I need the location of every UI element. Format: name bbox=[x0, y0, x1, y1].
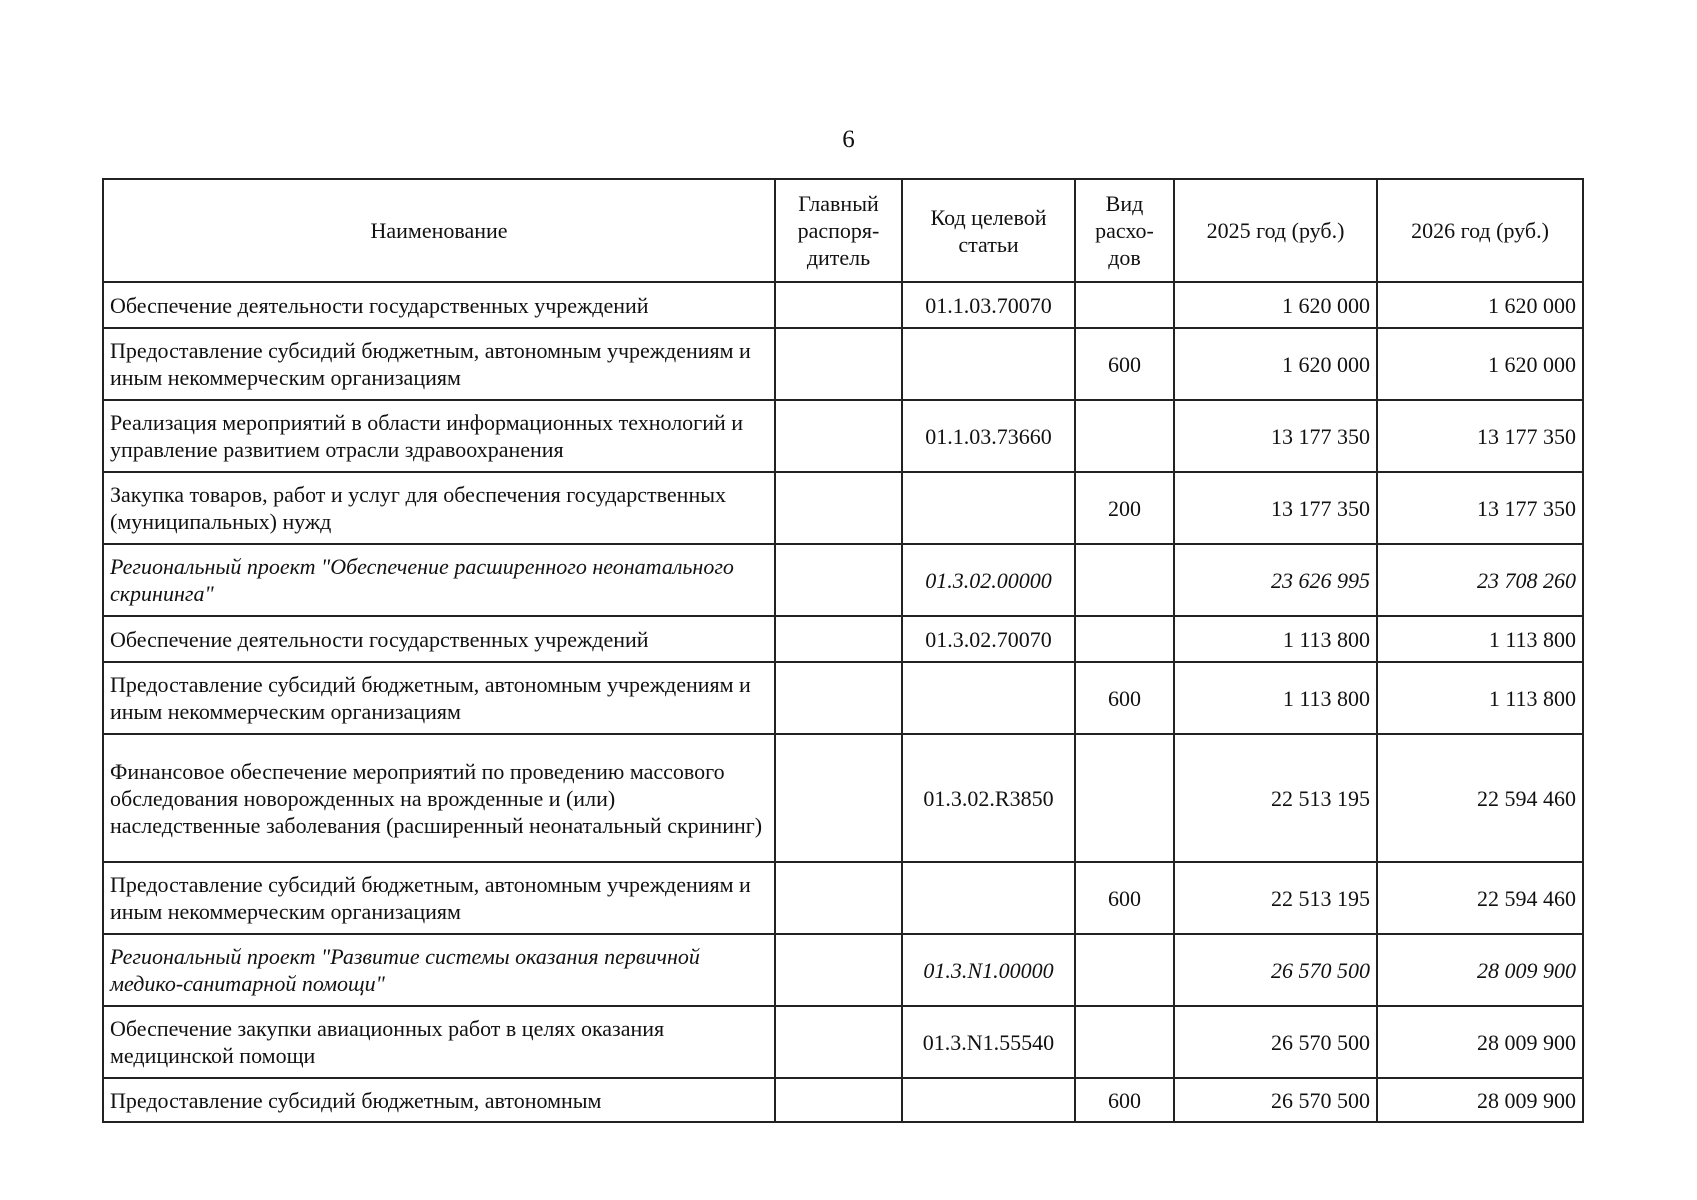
cell-target-code: 01.3.02.00000 bbox=[902, 544, 1075, 616]
header-year-2026: 2026 год (руб.) bbox=[1377, 179, 1583, 282]
table-row bbox=[103, 734, 1583, 862]
cell-chief-admin bbox=[775, 862, 902, 934]
cell-expense-type bbox=[1075, 616, 1174, 662]
cell-name: Обеспечение деятельности государственных учреждений bbox=[103, 282, 775, 328]
table-row bbox=[103, 282, 1583, 328]
table-row bbox=[103, 328, 1583, 400]
budget-table bbox=[102, 178, 1584, 1123]
cell-expense-type bbox=[1075, 282, 1174, 328]
cell-expense-type: 600 bbox=[1075, 862, 1174, 934]
cell-target-code: 01.3.N1.55540 bbox=[902, 1006, 1075, 1078]
cell-amount-2025: 22 513 195 bbox=[1174, 734, 1377, 862]
cell-amount-2026: 22 594 460 bbox=[1377, 862, 1583, 934]
cell-expense-type: 200 bbox=[1075, 472, 1174, 544]
cell-amount-2025: 1 113 800 bbox=[1174, 616, 1377, 662]
header-name: Наименование bbox=[103, 179, 775, 282]
cell-name: Финансовое обеспечение мероприятий по проведению массового обследования новорожденных на врожденные и (или) наследственные заболевания (расширенный неонатальный скрининг) bbox=[103, 734, 775, 862]
page-number: 6 bbox=[842, 126, 855, 153]
cell-amount-2026: 13 177 350 bbox=[1377, 400, 1583, 472]
cell-amount-2026: 28 009 900 bbox=[1377, 934, 1583, 1006]
cell-chief-admin bbox=[775, 934, 902, 1006]
cell-target-code bbox=[902, 662, 1075, 734]
cell-amount-2026: 22 594 460 bbox=[1377, 734, 1583, 862]
cell-name: Предоставление субсидий бюджетным, автономным учреждениям и иным некоммерческим организациям bbox=[103, 328, 775, 400]
cell-amount-2026: 1 113 800 bbox=[1377, 616, 1583, 662]
cell-chief-admin bbox=[775, 472, 902, 544]
cell-amount-2026: 23 708 260 bbox=[1377, 544, 1583, 616]
cell-amount-2025: 26 570 500 bbox=[1174, 1006, 1377, 1078]
table-row bbox=[103, 662, 1583, 734]
cell-name: Реализация мероприятий в области информационных технологий и управление развитием отрасли здравоохранения bbox=[103, 400, 775, 472]
cell-chief-admin bbox=[775, 1006, 902, 1078]
cell-amount-2025: 1 620 000 bbox=[1174, 328, 1377, 400]
cell-amount-2026: 28 009 900 bbox=[1377, 1006, 1583, 1078]
cell-expense-type bbox=[1075, 544, 1174, 616]
cell-amount-2025: 22 513 195 bbox=[1174, 862, 1377, 934]
cell-chief-admin bbox=[775, 282, 902, 328]
cell-chief-admin bbox=[775, 616, 902, 662]
table-row bbox=[103, 472, 1583, 544]
cell-expense-type: 600 bbox=[1075, 328, 1174, 400]
cell-chief-admin bbox=[775, 544, 902, 616]
cell-amount-2025: 13 177 350 bbox=[1174, 472, 1377, 544]
cell-amount-2026: 1 113 800 bbox=[1377, 662, 1583, 734]
cell-name: Закупка товаров, работ и услуг для обеспечения государственных (муниципальных) нужд bbox=[103, 472, 775, 544]
cell-expense-type: 600 bbox=[1075, 662, 1174, 734]
cell-name: Предоставление субсидий бюджетным, автономным учреждениям и иным некоммерческим организациям bbox=[103, 662, 775, 734]
cell-chief-admin bbox=[775, 662, 902, 734]
cell-target-code: 01.3.N1.00000 bbox=[902, 934, 1075, 1006]
header-year-2025: 2025 год (руб.) bbox=[1174, 179, 1377, 282]
table-row bbox=[103, 400, 1583, 472]
cell-chief-admin bbox=[775, 734, 902, 862]
table-row bbox=[103, 862, 1583, 934]
cell-name: Региональный проект "Обеспечение расширенного неонатального скрининга" bbox=[103, 544, 775, 616]
header-chief-admin: Главный распоря-дитель bbox=[775, 179, 902, 282]
cell-amount-2026: 13 177 350 bbox=[1377, 472, 1583, 544]
cell-target-code: 01.1.03.73660 bbox=[902, 400, 1075, 472]
cell-expense-type bbox=[1075, 734, 1174, 862]
cell-expense-type bbox=[1075, 934, 1174, 1006]
cell-target-code bbox=[902, 328, 1075, 400]
cell-expense-type: 600 bbox=[1075, 1078, 1174, 1122]
cell-target-code: 01.3.02.70070 bbox=[902, 616, 1075, 662]
cell-amount-2025: 23 626 995 bbox=[1174, 544, 1377, 616]
cell-target-code: 01.3.02.R3850 bbox=[902, 734, 1075, 862]
cell-chief-admin bbox=[775, 400, 902, 472]
cell-amount-2025: 26 570 500 bbox=[1174, 1078, 1377, 1122]
cell-target-code: 01.1.03.70070 bbox=[902, 282, 1075, 328]
table-header-row bbox=[103, 179, 1583, 282]
cell-expense-type bbox=[1075, 1006, 1174, 1078]
table-row bbox=[103, 544, 1583, 616]
table-row bbox=[103, 934, 1583, 1006]
cell-name: Предоставление субсидий бюджетным, автономным учреждениям и иным некоммерческим организациям bbox=[103, 862, 775, 934]
table-body bbox=[103, 282, 1583, 1122]
cell-target-code bbox=[902, 1078, 1075, 1122]
cell-name: Предоставление субсидий бюджетным, автономным bbox=[103, 1078, 775, 1122]
cell-amount-2025: 26 570 500 bbox=[1174, 934, 1377, 1006]
cell-expense-type bbox=[1075, 400, 1174, 472]
header-target-code: Код целевой статьи bbox=[902, 179, 1075, 282]
cell-name: Обеспечение деятельности государственных учреждений bbox=[103, 616, 775, 662]
cell-name: Обеспечение закупки авиационных работ в целях оказания медицинской помощи bbox=[103, 1006, 775, 1078]
cell-amount-2025: 13 177 350 bbox=[1174, 400, 1377, 472]
table-row bbox=[103, 1078, 1583, 1122]
header-expense-type: Вид расхо-дов bbox=[1075, 179, 1174, 282]
cell-name: Региональный проект "Развитие системы оказания первичной медико-санитарной помощи" bbox=[103, 934, 775, 1006]
cell-chief-admin bbox=[775, 1078, 902, 1122]
table-row bbox=[103, 1006, 1583, 1078]
cell-amount-2025: 1 620 000 bbox=[1174, 282, 1377, 328]
cell-amount-2025: 1 113 800 bbox=[1174, 662, 1377, 734]
table-row bbox=[103, 616, 1583, 662]
cell-amount-2026: 1 620 000 bbox=[1377, 282, 1583, 328]
cell-amount-2026: 28 009 900 bbox=[1377, 1078, 1583, 1122]
cell-target-code bbox=[902, 472, 1075, 544]
cell-target-code bbox=[902, 862, 1075, 934]
cell-amount-2026: 1 620 000 bbox=[1377, 328, 1583, 400]
cell-chief-admin bbox=[775, 328, 902, 400]
